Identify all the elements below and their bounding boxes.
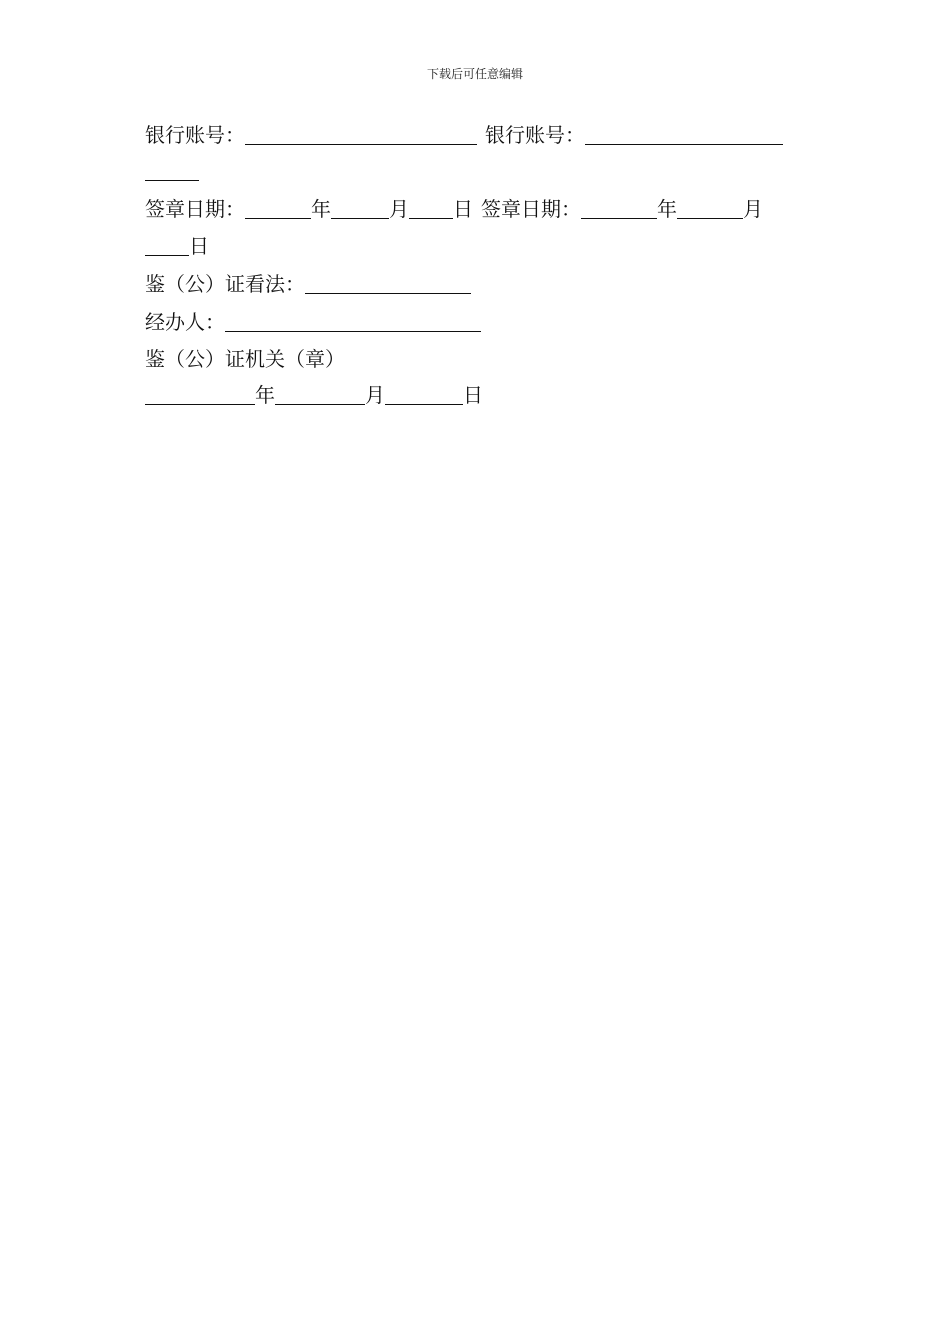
bank-account-blank-2[interactable] (585, 126, 783, 145)
handler-row (145, 309, 481, 335)
notary-authority-row (145, 346, 345, 372)
notary-opinion-label: 鉴（公）证看法： (145, 272, 305, 296)
authority-day-blank[interactable] (385, 386, 463, 405)
sign-month-blank-2[interactable] (677, 200, 743, 219)
authority-year-blank[interactable] (145, 386, 255, 405)
sign-date-row (145, 196, 763, 222)
bank-account-label: 银行账号： (145, 123, 245, 147)
month-label-2: 月 (743, 197, 763, 221)
handler-blank[interactable] (225, 313, 481, 332)
sign-date-label-2: 签章日期： (481, 197, 581, 221)
notary-opinion-row (145, 271, 471, 297)
handler-label: 经办人： (145, 310, 225, 334)
bank-account-blank-2-continued[interactable] (145, 162, 199, 181)
sign-year-blank[interactable] (245, 200, 311, 219)
bank-account-row-wrap (145, 158, 199, 184)
bank-account-label-2: 银行账号： (485, 123, 585, 147)
authority-month-blank[interactable] (275, 386, 365, 405)
authority-date-row (145, 382, 483, 408)
sign-date-row-wrap (145, 233, 209, 259)
authority-month-label: 月 (365, 383, 385, 407)
notary-authority-label: 鉴（公）证机关（章） (145, 347, 345, 371)
sign-year-blank-2[interactable] (581, 200, 657, 219)
day-label: 日 (453, 197, 473, 221)
year-label: 年 (311, 197, 331, 221)
month-label: 月 (389, 197, 409, 221)
bank-account-blank[interactable] (245, 126, 477, 145)
year-label-2: 年 (657, 197, 677, 221)
sign-month-blank[interactable] (331, 200, 389, 219)
authority-day-label: 日 (463, 383, 483, 407)
day-label-2: 日 (189, 234, 209, 258)
notary-opinion-blank[interactable] (305, 275, 471, 294)
authority-year-label: 年 (255, 383, 275, 407)
sign-day-blank[interactable] (409, 200, 453, 219)
sign-date-label: 签章日期： (145, 197, 245, 221)
bank-account-row (145, 122, 783, 148)
page-header: 下载后可任意编辑 (426, 67, 523, 81)
sign-day-blank-2[interactable] (145, 237, 189, 256)
